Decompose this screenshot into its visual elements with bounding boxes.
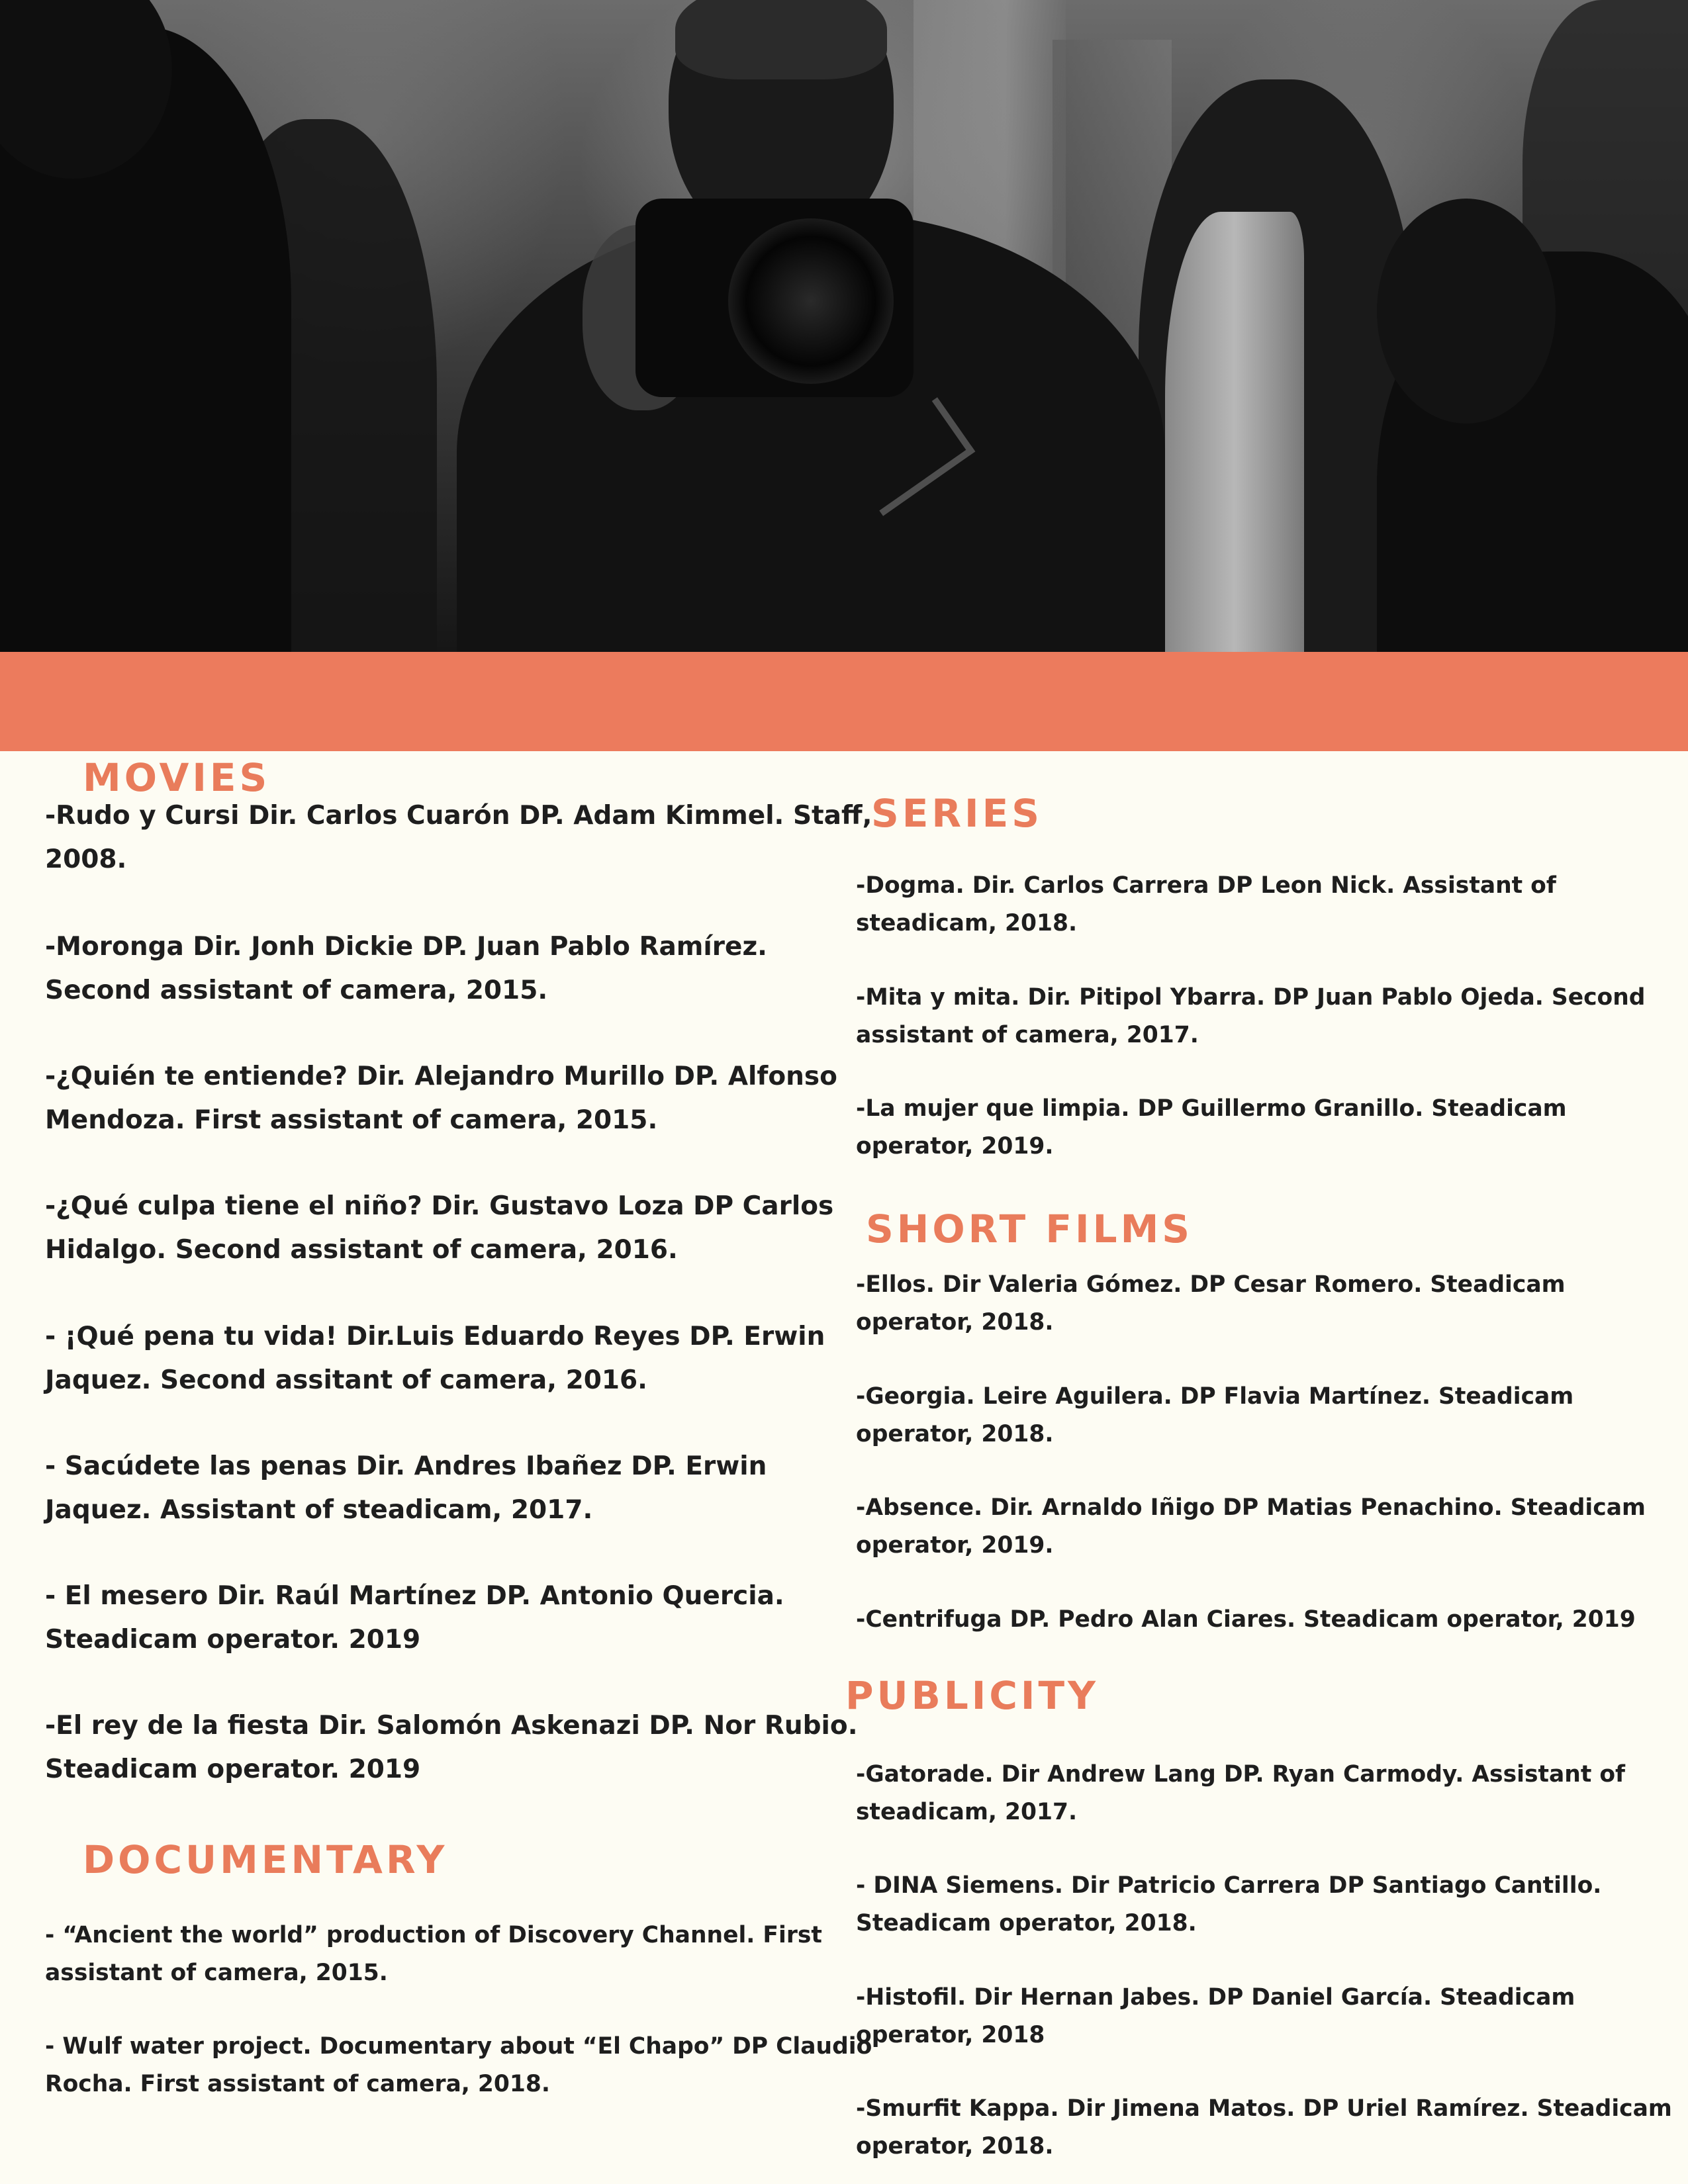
series-item: -Mita y mita. Dir. Pitipol Ybarra. DP Juan Pablo Ojeda. Second assistant of camera, 2017. (856, 984, 1646, 1048)
documentary-heading: DOCUMENTARY (83, 1837, 448, 1882)
background-figure-shirt (1165, 212, 1304, 652)
publicity-item: -Gatorade. Dir Andrew Lang DP. Ryan Carmody. Assistant of steadicam, 2017. (856, 1761, 1626, 1825)
photographer-hair (675, 0, 887, 79)
movies-item: - El mesero Dir. Raúl Martínez DP. Antonio Quercia. Steadicam operator. 2019 (45, 1581, 784, 1655)
foreground-figure-right-head (1377, 199, 1556, 424)
movies-item: - Sacúdete las penas Dir. Andres Ibañez DP. Erwin Jaquez. Assistant of steadicam, 2017. (45, 1451, 767, 1525)
camera-lens (728, 218, 894, 384)
movies-item: -¿Qué culpa tiene el niño? Dir. Gustavo Loza DP Carlos Hidalgo. Second assistant of camera, 2016. (45, 1191, 834, 1265)
publicity-item: - DINA Siemens. Dir Patricio Carrera DP Santiago Cantillo. Steadicam operator, 2018. (856, 1872, 1602, 1936)
publicity-item: -Histofil. Dir Hernan Jabes. DP Daniel García. Steadicam operator, 2018 (856, 1984, 1575, 2048)
movies-heading: MOVIES (83, 755, 271, 800)
movies-item: -El rey de la fiesta Dir. Salomón Askenazi DP. Nor Rubio. Steadicam operator. 2019 (45, 1711, 858, 1784)
header-photo (0, 0, 1688, 652)
documentary-item: - Wulf water project. Documentary about “El Chapo” DP Claudio Rocha. First assistant of camera, 2018. (45, 2033, 872, 2097)
movies-item: -Moronga Dir. Jonh Dickie DP. Juan Pablo Ramírez. Second assistant of camera, 2015. (45, 932, 767, 1005)
documentary-item: - “Ancient the world” production of Discovery Channel. First assistant of camera, 2015. (45, 1922, 822, 1986)
short-films-item: -Absence. Dir. Arnaldo Iñigo DP Matias Penachino. Steadicam operator, 2019. (856, 1494, 1646, 1559)
series-item: -La mujer que limpia. DP Guillermo Granillo. Steadicam operator, 2019. (856, 1095, 1567, 1160)
movies-item: - ¡Qué pena tu vida! Dir.Luis Eduardo Reyes DP. Erwin Jaquez. Second assitant of camera, 2016. (45, 1322, 825, 1395)
movies-item: -¿Quién te entiende? Dir. Alejandro Murillo DP. Alfonso Mendoza. First assistant of camera, 2015. (45, 1062, 837, 1135)
short-films-item: -Ellos. Dir Valeria Gómez. DP Cesar Romero. Steadicam operator, 2018. (856, 1271, 1566, 1336)
publicity-heading: PUBLICITY (845, 1673, 1100, 1718)
series-heading: SERIES (871, 791, 1043, 836)
series-item: -Dogma. Dir. Carlos Carrera DP Leon Nick. Assistant of steadicam, 2018. (856, 872, 1556, 936)
movies-item: -Rudo y Cursi Dir. Carlos Cuarón DP. Adam Kimmel. Staff, 2008. (45, 801, 872, 874)
short-films-item: -Georgia. Leire Aguilera. DP Flavia Martínez. Steadicam operator, 2018. (856, 1383, 1574, 1447)
accent-band (0, 652, 1688, 751)
short-films-heading: SHORT FILMS (866, 1206, 1194, 1251)
publicity-item: -Smurfit Kappa. Dir Jimena Matos. DP Uriel Ramírez. Steadicam operator, 2018. (856, 2095, 1672, 2160)
short-films-item: -Centrifuga DP. Pedro Alan Ciares. Steadicam operator, 2019 (856, 1606, 1636, 1633)
